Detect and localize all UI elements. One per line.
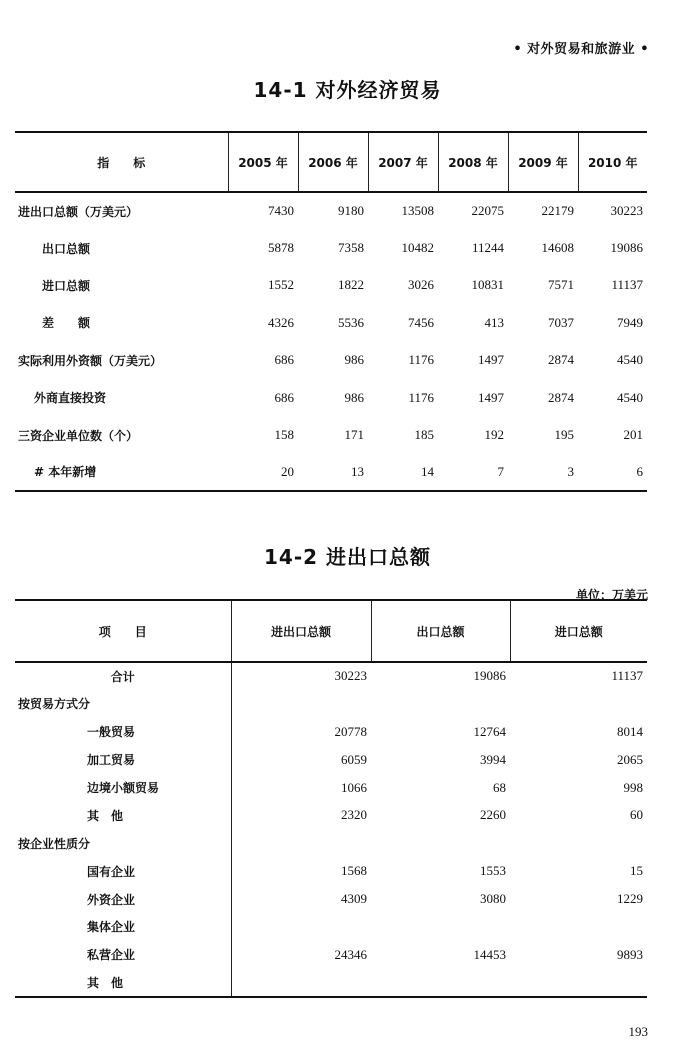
table-row: [15, 379, 647, 416]
cell-imports: 998: [623, 779, 643, 795]
cell-exports: 2260: [480, 807, 506, 823]
row-label: 按企业性质分: [18, 836, 91, 851]
table-row: [15, 718, 647, 746]
row-label: 实际利用外资额（万美元）: [18, 353, 163, 368]
cell-2007: 3026: [408, 277, 434, 293]
cell-total-trade: 6059: [231, 746, 371, 774]
cell-2010: 4540: [617, 389, 643, 405]
header-2008: 2008 年: [438, 132, 508, 192]
cell-total-trade: 2320: [231, 801, 371, 829]
foreign-trade-table: [15, 131, 647, 492]
table-row: [15, 304, 647, 341]
header-imports: 进口总额: [510, 600, 647, 662]
row-label: 国有企业: [87, 864, 136, 879]
table-row: [15, 969, 647, 997]
cell-2005: 1552: [268, 277, 294, 293]
row-label: 其 他: [87, 808, 124, 823]
cell-exports: 68: [493, 779, 506, 795]
cell-2006: 5536: [338, 314, 364, 330]
cell-exports: 3994: [480, 751, 506, 767]
header-2006: 2006 年: [298, 132, 368, 192]
cell-total-trade: 20778: [231, 718, 371, 746]
cell-2007: 185: [414, 427, 434, 443]
table-row: [15, 229, 647, 266]
table-row: [15, 746, 647, 774]
table1-header-row: [15, 132, 647, 192]
table-row: [15, 885, 647, 913]
cell-imports: [510, 969, 647, 997]
cell-2005: 7430: [268, 203, 294, 219]
row-label: 出口总额: [42, 241, 91, 256]
cell-2006: 986: [344, 389, 364, 405]
header-2009: 2009 年: [508, 132, 578, 192]
table-row: [15, 267, 647, 304]
cell-total-trade: 24346: [231, 941, 371, 969]
cell-2010: 7949: [617, 314, 643, 330]
table-row: [15, 662, 647, 690]
row-label: 外商直接投资: [34, 391, 107, 406]
table-row: [15, 342, 647, 379]
table-row: [15, 857, 647, 885]
cell-imports: 15: [630, 863, 643, 879]
cell-2005: 4326: [268, 314, 294, 330]
cell-imports: [510, 690, 647, 718]
cell-total-trade: [231, 913, 371, 941]
cell-2006: 7358: [338, 240, 364, 256]
cell-exports: 14453: [473, 946, 506, 962]
cell-2006: 171: [344, 427, 364, 443]
table-row: [15, 941, 647, 969]
cell-2005: 686: [274, 352, 294, 368]
table-row: [15, 913, 647, 941]
cell-2005: 5878: [268, 240, 294, 256]
cell-total-trade: [231, 690, 371, 718]
cell-2006: 9180: [338, 203, 364, 219]
page-number: 193: [628, 1024, 648, 1039]
table-row: [15, 416, 647, 453]
cell-2009: 14608: [541, 240, 574, 256]
row-label: 三资企业单位数（个）: [18, 428, 139, 443]
row-label: # 本年新增: [34, 465, 97, 480]
cell-total-trade: 4309: [231, 885, 371, 913]
header-2007: 2007 年: [368, 132, 438, 192]
cell-2006: 13: [351, 463, 364, 479]
cell-imports: 1229: [617, 891, 643, 907]
table-row: [15, 192, 647, 229]
row-label: 集体企业: [87, 920, 136, 935]
cell-2009: 2874: [548, 389, 574, 405]
cell-total-trade: 1568: [231, 857, 371, 885]
cell-2007: 7456: [408, 314, 434, 330]
unit-label: 单位：万美元: [575, 588, 648, 602]
cell-2007: 14: [421, 463, 434, 479]
cell-2007: 1176: [408, 352, 434, 368]
cell-total-trade: 30223: [231, 662, 371, 690]
row-label: 私营企业: [87, 948, 136, 963]
cell-2009: 7571: [548, 277, 574, 293]
cell-exports: 19086: [473, 668, 506, 684]
row-label: 外资企业: [87, 892, 136, 907]
row-label: 差 额: [42, 316, 91, 331]
cell-2005: 686: [274, 389, 294, 405]
cell-exports: [371, 829, 510, 857]
cell-2008: 22075: [471, 203, 504, 219]
cell-2008: 7: [497, 463, 504, 479]
cell-2008: 11244: [471, 240, 504, 256]
cell-imports: 11137: [611, 668, 643, 684]
cell-2008: 1497: [478, 352, 504, 368]
row-label: 按贸易方式分: [18, 697, 91, 712]
cell-2010: 30223: [610, 203, 643, 219]
import-export-table: [15, 599, 647, 998]
header-indicator: 指 标: [97, 155, 146, 170]
cell-2008: 10831: [471, 277, 504, 293]
header-2010: 2010 年: [578, 132, 647, 192]
cell-2009: 22179: [541, 203, 574, 219]
header-2005: 2005 年: [228, 132, 298, 192]
cell-exports: [371, 913, 510, 941]
row-label: 进口总额: [42, 278, 91, 293]
cell-imports: 8014: [617, 723, 643, 739]
table-row: [15, 801, 647, 829]
cell-2005: 158: [274, 427, 294, 443]
table-row: [15, 454, 647, 491]
table-row: [15, 774, 647, 802]
cell-2008: 413: [484, 314, 504, 330]
row-label: 合计: [110, 669, 135, 684]
header-total-trade: 进出口总额: [231, 600, 371, 662]
table2-header-row: [15, 600, 647, 662]
cell-2009: 7037: [548, 314, 574, 330]
cell-imports: 9893: [617, 946, 643, 962]
table1-title: 14-1 对外经济贸易: [253, 78, 442, 102]
cell-exports: [371, 969, 510, 997]
cell-2006: 1822: [338, 277, 364, 293]
cell-imports: [510, 913, 647, 941]
row-label: 加工贸易: [87, 753, 136, 768]
cell-total-trade: [231, 969, 371, 997]
cell-2007: 10482: [401, 240, 434, 256]
cell-2008: 192: [484, 427, 504, 443]
header-exports: 出口总额: [371, 600, 510, 662]
row-label: 边境小额贸易: [87, 781, 160, 795]
table-row: [15, 829, 647, 857]
row-label: 进出口总额（万美元）: [18, 204, 139, 219]
cell-imports: 2065: [617, 751, 643, 767]
cell-total-trade: [231, 829, 371, 857]
cell-total-trade: 1066: [231, 774, 371, 802]
cell-2010: 11137: [611, 277, 643, 293]
cell-2007: 13508: [401, 203, 434, 219]
running-head: • 对外贸易和旅游业 •: [513, 42, 649, 57]
cell-2008: 1497: [478, 389, 504, 405]
cell-exports: 1553: [480, 863, 506, 879]
cell-2010: 19086: [610, 240, 643, 256]
cell-2009: 195: [554, 427, 574, 443]
cell-imports: 60: [630, 807, 643, 823]
cell-2010: 6: [636, 463, 643, 479]
cell-2006: 986: [344, 352, 364, 368]
cell-2009: 3: [567, 463, 574, 479]
cell-exports: 12764: [473, 723, 506, 739]
cell-2009: 2874: [548, 352, 574, 368]
cell-2010: 201: [623, 427, 643, 443]
header-item: 项 目: [98, 624, 147, 639]
row-label: 一般贸易: [87, 725, 136, 740]
table2-title: 14-2 进出口总额: [263, 545, 431, 569]
cell-imports: [510, 829, 647, 857]
cell-2007: 1176: [408, 389, 434, 405]
table-row: [15, 690, 647, 718]
cell-exports: 3080: [480, 891, 506, 907]
cell-exports: [371, 690, 510, 718]
cell-2005: 20: [281, 463, 294, 479]
cell-2010: 4540: [617, 352, 643, 368]
row-label: 其 他: [87, 975, 124, 990]
